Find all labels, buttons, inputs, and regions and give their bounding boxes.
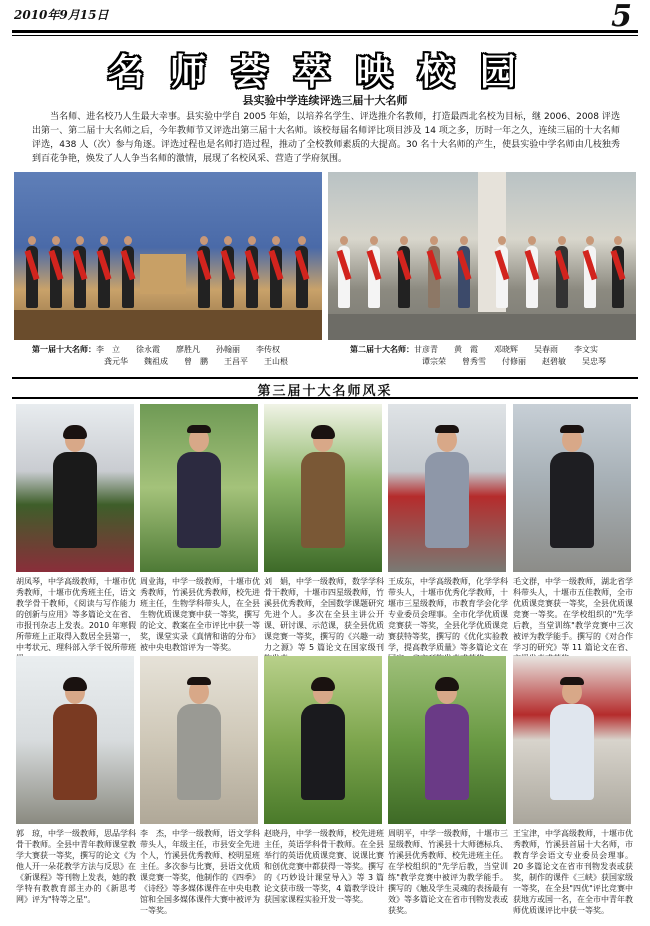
header-rule bbox=[12, 30, 638, 33]
teacher-bio: 赵晓丹，中学一级教师，校先进班主任，英语学科骨干教师。在全县举行的英语优质课竞赛、说课比赛和创优竞赛中都获得一等奖。撰写的《巧妙设计课堂导入》等 3 篇论文获市级一等奖，4 篇教学设计获国家课程实验开发一等奖。 bbox=[264, 829, 384, 904]
teacher-photo bbox=[513, 404, 631, 572]
first-group-names-2: 龚元华 魏祖成 曾 鹏 王昌平 王山根 bbox=[104, 357, 288, 366]
teacher-bio: 王成东，中学高级教师，化学学科带头人，十堰市优秀化学教师，十堰市三星级教师，市教育学会化学专业委员会理事。全市化学优质课竞赛获一等奖，全县化学优质课竞赛获特等奖，撰写的《优化实验教学，提高教学质量》等多篇论文在 bbox=[388, 577, 508, 652]
main-title: 名师荟萃映校园 bbox=[107, 52, 542, 93]
teacher-photo bbox=[16, 656, 134, 824]
first-group-photo bbox=[14, 172, 322, 340]
teacher-photo bbox=[388, 404, 506, 572]
teacher-bio: 周业海，中学一级教师，十堰市优秀教师，竹溪县优秀教师，校先进班主任，生物学科带头人，在全县生物优质课竞赛中获一等奖，撰写的论文、教案在全市评比中获一等奖，课堂实录《真情和谐的分布》被中央电教馆评为一等奖。 bbox=[140, 577, 260, 652]
subtitle: 县实验中学连续评选三届十大名师 bbox=[242, 94, 408, 107]
teacher-bio: 李 杰，中学一级教师，语文学科带头人，年级主任，市县安全先进个人，竹溪县优秀教师、校明星班主任。多次参与比赛，县语文优质课竞赛一等奖，他制作的《四季》《诗经》等多媒体课件在中央电教馆和全国多媒体课件大赛中被评为一等奖。 bbox=[140, 829, 260, 915]
header-rule-thin bbox=[12, 35, 638, 36]
section-rule-top bbox=[12, 377, 638, 379]
teacher-photo bbox=[264, 656, 382, 824]
second-group-names-1: 甘彦青 黄 霞 邓晓辉 吴春雨 李文实 bbox=[414, 345, 598, 354]
teacher-bio: 刘 娟，中学一级教师，数学学科骨干教师，十堰市四星级教师，竹溪县优秀教师，全国数学课题研究先进个人。多次在全县主讲公开课、研讨课、示范课，获全县优质课竞赛一等奖，撰写的《兴趣一动力之源》等 5 篇论文在国家级刊 bbox=[264, 577, 384, 652]
first-group-caption bbox=[32, 344, 288, 368]
teacher-bio: 郭 琼，中学一级教师，思品学科骨干教师。全县中青年教师课堂教学大赛获一等奖，撰写的论文《为他人开一朵花教学方法与反思》在《新课程》等刊物上发表，她的教学特有教教育部主办的《新思考网》评为"特等之星"。 bbox=[16, 829, 136, 904]
teacher-photo bbox=[140, 404, 258, 572]
teacher-bio: 胡凤琴，中学高级教师，十堰市优秀教师，十堰市优秀班主任，语文教学骨干教师，《阅读与写作能力的创新与应用》等多篇论文在省、市报刊杂志上发表。2010 年寒假所带班上正取得入数居全县第一，中考状元、理科部入学千锐所带班 bbox=[16, 577, 136, 652]
section-rule-bottom bbox=[12, 397, 638, 399]
page-number: 5 bbox=[611, 0, 632, 34]
header-date: 2010年9月15日 bbox=[14, 8, 109, 22]
teacher-photo bbox=[16, 404, 134, 572]
first-group-label: 第一届十大名师： bbox=[32, 345, 96, 354]
teacher-photo bbox=[388, 656, 506, 824]
teacher-photo bbox=[513, 656, 631, 824]
second-group-names-2: 谭宗荣 曾秀雪 付修丽 赵碧敏 吴忠琴 bbox=[422, 357, 606, 366]
section-title: 第三届十大名师风采 bbox=[257, 384, 393, 399]
teacher-photo bbox=[264, 404, 382, 572]
second-group-label: 第二届十大名师： bbox=[350, 345, 414, 354]
teacher-bio: 王宝津，中学高级教师，十堰市优秀教师，竹溪县首届十大名师，市教育学会语文专业委员会理事。20 多篇论文在省市刊物发表或获奖，制作的课件《三峡》获国家级一等奖，在全县"四优"评比竞赛中获地方或国一名，在全市中青年教师优质课评比中获一等奖。 bbox=[513, 829, 633, 915]
first-group-names-1: 李 立 徐永霞 廖胜凡 孙翰丽 李传权 bbox=[96, 345, 280, 354]
teacher-bio: 周明平，中学一级教师，十堰市三星级教师、竹溪县十大师德标兵、竹溪县优秀教师、校先进班主任。在学校组织的"先学后教，当堂训练"教学竞赛中被评为教学能手。撰写的《触及学生灵魂的表扬最有效》等多篇论文在省市刊物发表或获奖。 bbox=[388, 829, 508, 915]
second-group-caption bbox=[350, 344, 606, 368]
intro-paragraph: 当名师、进名校乃人生最大幸事。县实验中学自 2005 年始，以培养名学生、评选推介名教师，打造最西北名校为目标，继 2006、2008 评选出第一、第二届十大名师之后，今年教师节又评选出第三届十大名师。该校每届名师评比项目涉及 14 项之多，历时一年之久，连续三届的十大名师评选，438 人（次）参与角逐。评选过程也是名师打造过程，推动了全校教师素质的大提高。30 名十大名师的产生，使县实验中学名师由几枝独秀到百花争艳，焕发了人人争当名师的激情，展现了名校风采、营造了学府氛围。 bbox=[32, 112, 620, 164]
second-group-photo bbox=[328, 172, 636, 340]
teacher-bio: 毛文群，中学一级教师，湖北省学科带头人，十堰市五佳教师，全市优质课竞赛获一等奖，全县优质课竞赛一等奖。在学校组织的"先学后教，当堂训练"教学竞赛中三次被评为教学能手。撰写的《对合作学习的研究》等 11 篇论文在省、 bbox=[513, 577, 633, 652]
teacher-photo bbox=[140, 656, 258, 824]
